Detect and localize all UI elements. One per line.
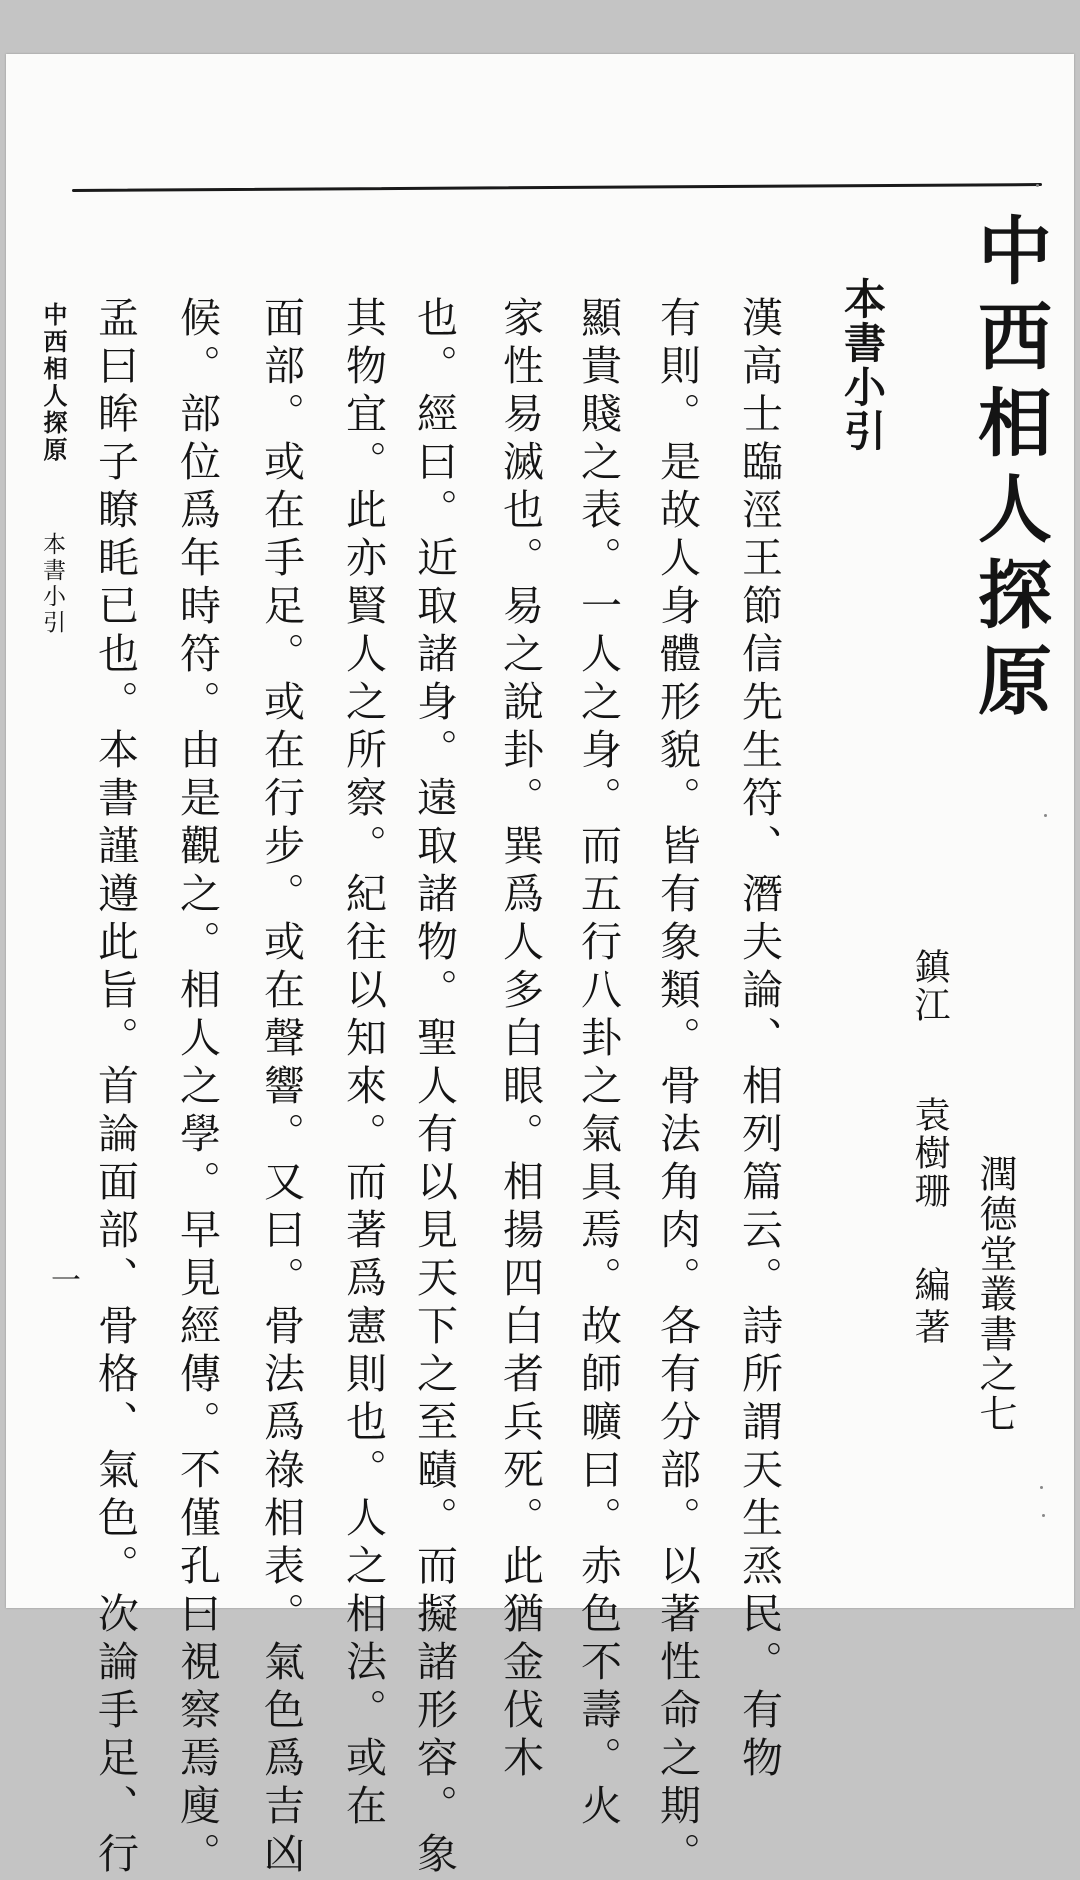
ink-speck bbox=[1036, 184, 1039, 187]
body-line: 其物宜。此亦賢人之所察。紀往以知來。而著爲憲則也。人之相法。或在 bbox=[339, 296, 387, 1832]
ink-speck bbox=[1042, 1514, 1045, 1517]
body-line: 孟曰眸子瞭眊已也。本書謹遵此旨。首論面部、骨格、氣色。次論手足、行 bbox=[91, 296, 139, 1880]
author-place: 鎮江 bbox=[909, 948, 950, 1024]
body-line: 候。部位爲年時符。由是觀之。相人之學。早見經傳。不僅孔曰視察焉廋。 bbox=[173, 296, 221, 1880]
body-line: 顯貴賤之表。一人之身。而五行八卦之氣具焉。故師曠曰。赤色不壽。火 bbox=[574, 296, 622, 1832]
author-name: 袁樹珊 bbox=[909, 1096, 950, 1210]
body-line: 也。經曰。近取諸身。遠取諸物。聖人有以見天下之至賾。而擬諸形容。象 bbox=[410, 296, 458, 1880]
ink-speck bbox=[1044, 814, 1047, 817]
body-line: 面部。或在手足。或在行步。或在聲響。又曰。骨法爲祿相表。氣色爲吉凶 bbox=[257, 296, 305, 1880]
body-line: 家性易滅也。易之說卦。巽爲人多白眼。相揚四白者兵死。此猶金伐木 bbox=[496, 296, 544, 1784]
page-number: 一 bbox=[45, 1264, 80, 1294]
body-line: 有則。是故人身體形貌。皆有象類。骨法角肉。各有分部。以著性命之期。 bbox=[653, 296, 701, 1880]
body-line: 漢高士臨涇王節信先生符、潛夫論、相列篇云。詩所謂天生烝民。有物 bbox=[735, 296, 783, 1784]
book-title: 中西相人探原 bbox=[966, 212, 1052, 728]
running-title: 中西相人探原 bbox=[39, 302, 68, 464]
running-section: 本書小引 bbox=[39, 532, 65, 636]
ink-speck bbox=[1040, 1486, 1043, 1489]
top-rule bbox=[72, 183, 1042, 192]
book-page bbox=[6, 54, 1074, 1880]
section-title: 本書小引 bbox=[838, 277, 887, 453]
author-role: 編著 bbox=[909, 1266, 950, 1350]
series-title: 潤德堂叢書之七 bbox=[973, 1154, 1017, 1434]
